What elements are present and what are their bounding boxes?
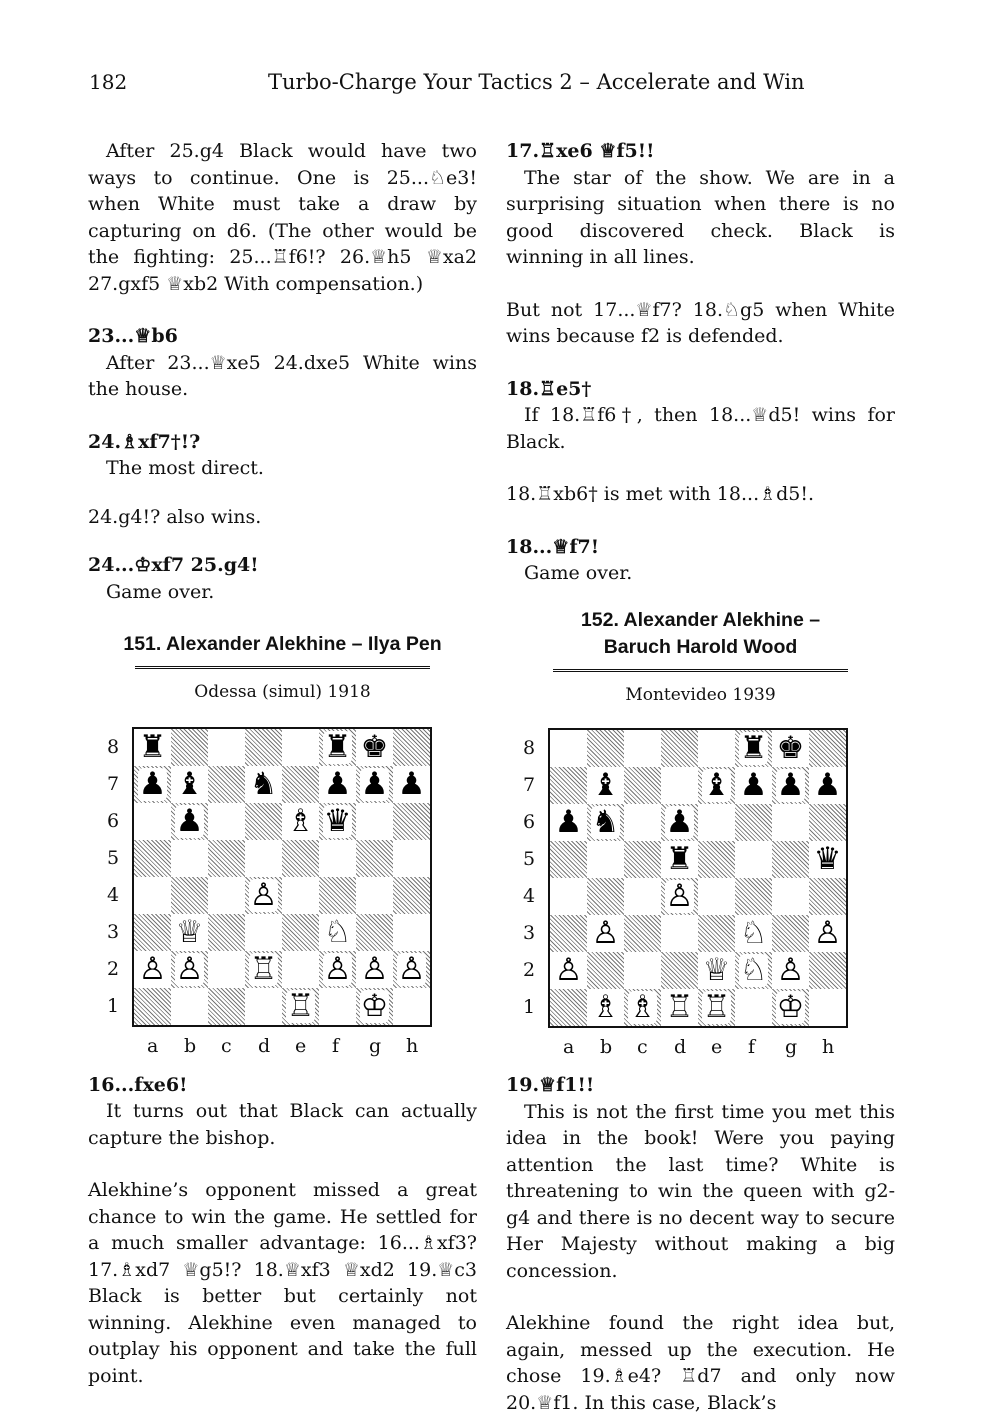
square-f5 [319, 840, 356, 877]
file-label: h [406, 1034, 419, 1057]
square-d2 [661, 952, 698, 989]
square-b7 [587, 767, 624, 804]
square-d4 [661, 878, 698, 915]
square-a8 [134, 729, 171, 766]
black-king-icon: ♚ [360, 728, 389, 765]
square-a2 [134, 951, 171, 988]
square-a7 [134, 766, 171, 803]
square-g6 [356, 803, 393, 840]
square-e7 [282, 766, 319, 803]
square-e7 [698, 767, 735, 804]
paragraph: The star of the show. We are in a surprising situation when there is no good discovered check. Black is winning in all lines. [506, 166, 895, 268]
rank-label: 7 [523, 774, 536, 796]
square-c1 [208, 988, 245, 1025]
square-a8 [550, 730, 587, 767]
event-line: Montevideo 1939 [625, 684, 776, 705]
square-e2 [282, 951, 319, 988]
move-heading: 23...♕b6 [88, 325, 178, 347]
rank-label: 8 [107, 735, 120, 758]
left-column [88, 138, 477, 1389]
rank-label: 7 [107, 772, 120, 795]
square-g5 [356, 840, 393, 877]
file-label: c [637, 1036, 648, 1058]
square-e1 [282, 988, 319, 1025]
rank-label: 1 [107, 994, 120, 1017]
black-rook-icon: ♜ [323, 728, 352, 765]
file-label: g [785, 1036, 798, 1058]
white-pawn-icon: ♙ [360, 950, 389, 987]
chess-board [548, 728, 848, 1028]
file-label: a [563, 1036, 575, 1058]
square-g5 [772, 841, 809, 878]
file-label: g [369, 1034, 382, 1057]
file-label: b [600, 1036, 613, 1058]
black-pawn-icon: ♟ [776, 767, 805, 803]
square-h4 [393, 877, 430, 914]
square-e5 [698, 841, 735, 878]
square-h8 [809, 730, 846, 767]
square-b3 [587, 915, 624, 952]
square-c3 [208, 914, 245, 951]
square-d7 [661, 767, 698, 804]
square-g1 [772, 989, 809, 1026]
black-bishop-icon: ♝ [175, 765, 204, 802]
page-number: 182 [89, 70, 128, 94]
paragraph: Alekhine’s opponent missed a great chance to win the game. He settled for a much smaller advantage: 16...♗xf3? 17.♗xd7 ♕g5!? 18.♕xf3 ♕xd2 19.♕c3 Black is better but certainly not winning. Alekhine even managed to outplay his opponent and take the full point. [88, 1179, 477, 1387]
white-pawn-icon: ♙ [175, 950, 204, 987]
square-g3 [356, 914, 393, 951]
white-pawn-icon: ♙ [323, 950, 352, 987]
square-e3 [698, 915, 735, 952]
square-c7 [624, 767, 661, 804]
square-d1 [245, 988, 282, 1025]
white-knight-icon: ♘ [739, 915, 768, 951]
square-f6 [319, 803, 356, 840]
title-rule [553, 669, 848, 672]
square-g1 [356, 988, 393, 1025]
square-b5 [587, 841, 624, 878]
square-e8 [282, 729, 319, 766]
white-rook-icon: ♖ [249, 950, 278, 987]
black-knight-icon: ♞ [249, 765, 278, 802]
black-pawn-icon: ♟ [554, 804, 583, 840]
square-b1 [171, 988, 208, 1025]
paragraph: After 25.g4 Black would have two ways to continue. One is 25...♘e3! when White must take a draw by capturing on d6. (The other would be the fighting: 25...♖f6!? 26.♕h5 ♕xa2 27.gxf5 ♕xb2 With compensation.) [88, 140, 477, 295]
black-bishop-icon: ♝ [591, 767, 620, 803]
paragraph: 24.g4!? also wins. [88, 505, 262, 528]
square-f2 [319, 951, 356, 988]
rank-label: 3 [523, 922, 536, 944]
square-g7 [772, 767, 809, 804]
square-b8 [171, 729, 208, 766]
square-h8 [393, 729, 430, 766]
square-h5 [809, 841, 846, 878]
square-b6 [587, 804, 624, 841]
file-label: b [184, 1034, 197, 1057]
move-heading: 24.♗xf7†!? [88, 430, 201, 453]
square-f3 [319, 914, 356, 951]
square-h4 [809, 878, 846, 915]
square-c6 [624, 804, 661, 841]
square-f4 [735, 878, 772, 915]
square-c1 [624, 989, 661, 1026]
square-e6 [698, 804, 735, 841]
square-f8 [735, 730, 772, 767]
square-a6 [134, 803, 171, 840]
square-d6 [245, 803, 282, 840]
file-label: f [748, 1036, 756, 1058]
black-bishop-icon: ♝ [702, 767, 731, 803]
square-f1 [319, 988, 356, 1025]
paragraph: If 18.♖f6†, then 18...♕d5! wins for Black. [506, 404, 895, 453]
square-b4 [171, 877, 208, 914]
square-h2 [809, 952, 846, 989]
event-line: Odessa (simul) 1918 [194, 682, 371, 702]
square-b2 [587, 952, 624, 989]
white-pawn-icon: ♙ [776, 952, 805, 988]
move-heading: 24...♔xf7 25.g4! [88, 554, 259, 576]
white-pawn-icon: ♙ [397, 950, 426, 987]
square-b2 [171, 951, 208, 988]
right-column [506, 138, 895, 1416]
black-king-icon: ♚ [776, 730, 805, 766]
square-g4 [356, 877, 393, 914]
square-h3 [393, 914, 430, 951]
rank-label: 2 [523, 959, 536, 981]
square-c6 [208, 803, 245, 840]
square-h6 [393, 803, 430, 840]
paragraph: The most direct. [106, 457, 264, 479]
black-queen-icon: ♛ [813, 841, 842, 877]
black-knight-icon: ♞ [591, 804, 620, 840]
square-f6 [735, 804, 772, 841]
white-pawn-icon: ♙ [138, 950, 167, 987]
square-f3 [735, 915, 772, 952]
square-e2 [698, 952, 735, 989]
game-title: 151. Alexander Alekhine – Ilya Pen [123, 633, 442, 655]
square-d3 [661, 915, 698, 952]
square-c5 [624, 841, 661, 878]
square-b7 [171, 766, 208, 803]
file-label: d [258, 1034, 271, 1057]
white-pawn-icon: ♙ [249, 876, 278, 913]
black-pawn-icon: ♟ [360, 765, 389, 802]
square-g3 [772, 915, 809, 952]
square-b8 [587, 730, 624, 767]
square-c4 [624, 878, 661, 915]
game-title-line2: Baruch Harold Wood [603, 635, 798, 658]
rank-label: 3 [107, 920, 120, 943]
white-king-icon: ♔ [776, 989, 805, 1025]
square-a5 [134, 840, 171, 877]
diagram-151 [88, 706, 477, 1072]
square-f2 [735, 952, 772, 989]
square-e6 [282, 803, 319, 840]
square-d7 [245, 766, 282, 803]
paragraph: Game over. [106, 580, 215, 603]
square-h1 [809, 989, 846, 1026]
square-a4 [134, 877, 171, 914]
white-pawn-icon: ♙ [554, 952, 583, 988]
rank-label: 4 [523, 885, 536, 907]
square-g2 [772, 952, 809, 989]
square-c2 [208, 951, 245, 988]
square-d2 [245, 951, 282, 988]
square-a1 [550, 989, 587, 1026]
square-e4 [698, 878, 735, 915]
white-bishop-icon: ♗ [286, 802, 315, 839]
square-d3 [245, 914, 282, 951]
square-c2 [624, 952, 661, 989]
white-rook-icon: ♖ [665, 989, 694, 1025]
rank-label: 2 [107, 957, 120, 980]
square-f7 [319, 766, 356, 803]
file-label: e [711, 1036, 723, 1058]
square-d5 [245, 840, 282, 877]
square-a5 [550, 841, 587, 878]
black-pawn-icon: ♟ [665, 804, 694, 840]
paragraph: But not 17...♕f7? 18.♘g5 when White wins because f2 is defended. [506, 298, 895, 347]
square-g8 [356, 729, 393, 766]
black-pawn-icon: ♟ [175, 802, 204, 839]
square-e3 [282, 914, 319, 951]
white-queen-icon: ♕ [175, 913, 204, 950]
square-a6 [550, 804, 587, 841]
paragraph: Game over. [524, 562, 633, 584]
rank-label: 8 [523, 737, 536, 759]
square-g2 [356, 951, 393, 988]
square-h5 [393, 840, 430, 877]
square-d8 [661, 730, 698, 767]
white-pawn-icon: ♙ [591, 915, 620, 951]
square-f4 [319, 877, 356, 914]
rank-label: 4 [107, 883, 120, 906]
square-b5 [171, 840, 208, 877]
square-d5 [661, 841, 698, 878]
square-a1 [134, 988, 171, 1025]
square-g7 [356, 766, 393, 803]
title-rule [135, 666, 430, 669]
black-queen-icon: ♛ [323, 802, 352, 839]
white-rook-icon: ♖ [286, 987, 315, 1024]
rank-label: 6 [523, 811, 536, 833]
black-pawn-icon: ♟ [138, 765, 167, 802]
square-b1 [587, 989, 624, 1026]
square-h3 [809, 915, 846, 952]
file-label: e [295, 1034, 307, 1057]
square-g4 [772, 878, 809, 915]
square-e1 [698, 989, 735, 1026]
square-a4 [550, 878, 587, 915]
move-heading: 18.♖e5† [506, 377, 592, 400]
square-c8 [624, 730, 661, 767]
file-label: d [674, 1036, 687, 1058]
file-label: h [822, 1036, 835, 1058]
black-pawn-icon: ♟ [813, 767, 842, 803]
white-queen-icon: ♕ [702, 952, 731, 988]
square-c7 [208, 766, 245, 803]
white-bishop-icon: ♗ [591, 989, 620, 1025]
square-c8 [208, 729, 245, 766]
square-f1 [735, 989, 772, 1026]
diagram-152 [506, 708, 895, 1072]
rank-label: 5 [107, 846, 120, 869]
move-heading: 17.♖xe6 ♕f5!! [506, 140, 655, 162]
square-d8 [245, 729, 282, 766]
game-title-line1: 152. Alexander Alekhine – [580, 608, 821, 631]
move-heading: 18...♕f7! [506, 535, 600, 558]
square-a3 [134, 914, 171, 951]
paragraph: After 23...♕xe5 24.dxe5 White wins the house. [88, 351, 477, 400]
square-d4 [245, 877, 282, 914]
black-pawn-icon: ♟ [397, 765, 426, 802]
white-knight-icon: ♘ [323, 913, 352, 950]
paragraph: Alekhine found the right idea but, again, messed up the execution. He chose 19.♗e4? ♖d7 and only now 20.♕f1. In this case, Black’s [506, 1312, 895, 1414]
square-g8 [772, 730, 809, 767]
square-c5 [208, 840, 245, 877]
square-d1 [661, 989, 698, 1026]
square-h6 [809, 804, 846, 841]
square-b3 [171, 914, 208, 951]
paragraph: It turns out that Black can actually capture the bishop. [88, 1100, 477, 1149]
square-h2 [393, 951, 430, 988]
square-a7 [550, 767, 587, 804]
white-pawn-icon: ♙ [665, 878, 694, 914]
black-rook-icon: ♜ [138, 728, 167, 765]
square-h7 [393, 766, 430, 803]
square-b6 [171, 803, 208, 840]
black-pawn-icon: ♟ [739, 767, 768, 803]
square-b4 [587, 878, 624, 915]
file-label: c [221, 1034, 232, 1057]
square-f7 [735, 767, 772, 804]
square-e4 [282, 877, 319, 914]
square-a3 [550, 915, 587, 952]
square-g6 [772, 804, 809, 841]
white-bishop-icon: ♗ [628, 989, 657, 1025]
move-heading: 19.♕f1!! [506, 1074, 595, 1096]
rank-label: 5 [523, 848, 536, 870]
file-label: f [332, 1034, 340, 1057]
rank-label: 1 [523, 996, 536, 1018]
square-h1 [393, 988, 430, 1025]
rank-label: 6 [107, 809, 120, 832]
square-d6 [661, 804, 698, 841]
square-h7 [809, 767, 846, 804]
square-c3 [624, 915, 661, 952]
white-rook-icon: ♖ [702, 989, 731, 1025]
square-f5 [735, 841, 772, 878]
black-rook-icon: ♜ [665, 841, 694, 877]
square-e5 [282, 840, 319, 877]
black-rook-icon: ♜ [739, 730, 768, 766]
move-heading: 16...fxe6! [88, 1073, 188, 1096]
square-e8 [698, 730, 735, 767]
square-a2 [550, 952, 587, 989]
black-pawn-icon: ♟ [323, 765, 352, 802]
paragraph: 18.♖xb6† is met with 18...♗d5!. [506, 483, 815, 505]
white-pawn-icon: ♙ [813, 915, 842, 951]
chess-board [132, 727, 432, 1027]
paragraph: This is not the first time you met this idea in the book! Were you paying attention the last time? White is threatening to win the queen with g2-g4 and there is no decent way to secure Her Majesty without making a big concession. [506, 1100, 895, 1282]
white-king-icon: ♔ [360, 987, 389, 1024]
square-c4 [208, 877, 245, 914]
running-title: Turbo-Charge Your Tactics 2 – Accelerate and Win [268, 70, 805, 94]
file-label: a [147, 1034, 159, 1057]
white-knight-icon: ♘ [739, 952, 768, 988]
square-f8 [319, 729, 356, 766]
